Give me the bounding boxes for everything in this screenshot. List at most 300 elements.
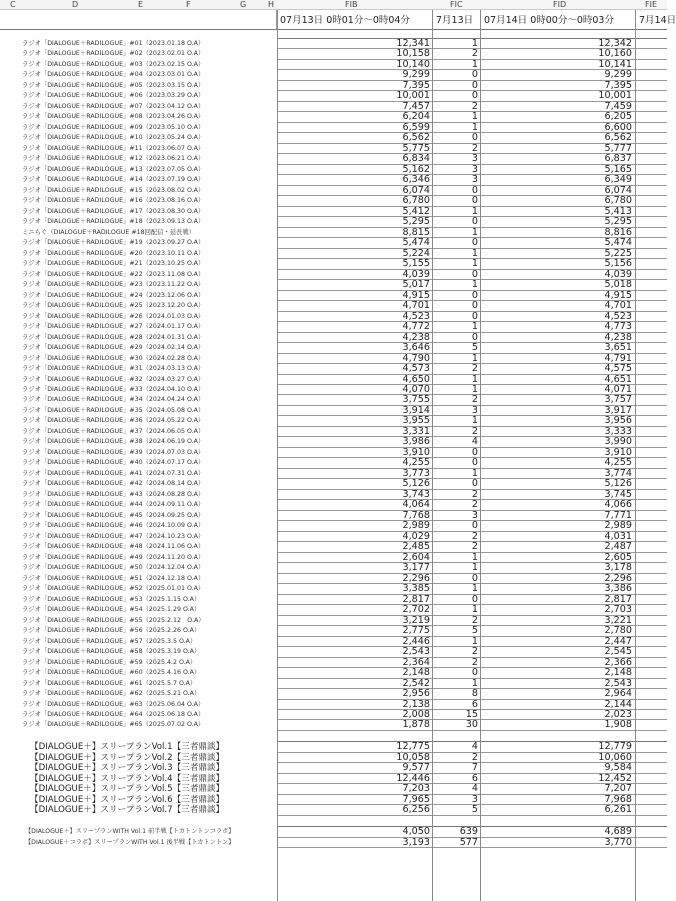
fib-cell[interactable]: 5,775 bbox=[402, 142, 430, 154]
fid-cell[interactable]: 10,160 bbox=[598, 48, 632, 60]
fid-cell[interactable]: 4,773 bbox=[604, 321, 632, 333]
fic-cell[interactable]: 15 bbox=[465, 709, 478, 720]
title-cell[interactable]: 【DIALOGUE＋】スリープランVol.5【三者鼎談】 bbox=[30, 784, 225, 795]
fib-cell[interactable]: 4,039 bbox=[402, 268, 430, 280]
fic-cell[interactable]: 0 bbox=[471, 289, 478, 301]
fic-cell[interactable]: 1 bbox=[471, 583, 478, 595]
fic-cell[interactable]: 1 bbox=[471, 247, 478, 259]
fic-cell[interactable]: 1 bbox=[471, 352, 478, 364]
column-letter-fic[interactable]: FIC bbox=[450, 0, 463, 9]
fic-cell[interactable]: 2 bbox=[471, 614, 478, 626]
fib-cell[interactable]: 10,140 bbox=[396, 58, 430, 70]
title-cell[interactable]: ラジオ「DIALOGUE＋RADILOGUE」#62（2025.5.21 O.A） bbox=[22, 690, 201, 698]
fic-cell[interactable]: 3 bbox=[471, 153, 478, 165]
title-cell[interactable]: ラジオ「DIALOGUE＋RADILOGUE」#56（2025.2.26 O.A） bbox=[22, 627, 201, 635]
fid-cell[interactable]: 12,779 bbox=[598, 741, 632, 753]
fic-cell[interactable]: 2 bbox=[471, 656, 478, 668]
title-cell[interactable]: ラジオ「DIALOGUE＋RADILOGUE」#47（2024.10.23 O.A） bbox=[22, 532, 205, 540]
title-cell[interactable]: ラジオ「DIALOGUE＋RADILOGUE」#37（2024.06.05 O.A） bbox=[22, 427, 205, 435]
fid-cell[interactable]: 4,066 bbox=[604, 499, 632, 511]
title-cell[interactable]: ラジオ「DIALOGUE＋RADILOGUE」#23（2023.11.22 O.A） bbox=[22, 281, 205, 289]
fib-cell[interactable]: 5,017 bbox=[402, 279, 430, 291]
title-cell[interactable]: ラジオ「DIALOGUE＋RADILOGUE」#07（2023.04.12 O.A） bbox=[22, 102, 205, 110]
fid-cell[interactable]: 3,178 bbox=[604, 562, 632, 574]
fid-cell[interactable]: 2,296 bbox=[604, 572, 632, 584]
fid-cell[interactable]: 4,651 bbox=[604, 373, 632, 385]
fic-cell[interactable]: 1 bbox=[471, 373, 478, 385]
fid-cell[interactable]: 2,487 bbox=[604, 541, 632, 553]
header-cell-fid[interactable]: 07月14日 0時00分～0時03分 bbox=[480, 13, 635, 29]
fid-cell[interactable]: 6,562 bbox=[604, 132, 632, 144]
fic-cell[interactable]: 4 bbox=[471, 436, 478, 448]
fid-cell[interactable]: 4,575 bbox=[604, 363, 632, 375]
fid-cell[interactable]: 7,968 bbox=[604, 793, 632, 805]
fib-cell[interactable]: 9,577 bbox=[402, 762, 430, 774]
fid-cell[interactable]: 2,780 bbox=[604, 625, 632, 637]
title-cell[interactable]: ラジオ「DIALOGUE＋RADILOGUE」#59（2025.4.2 O.A） bbox=[22, 658, 197, 666]
fic-cell[interactable]: 2 bbox=[471, 48, 478, 60]
fib-cell[interactable]: 6,599 bbox=[402, 121, 430, 133]
fib-cell[interactable]: 12,341 bbox=[396, 38, 430, 49]
fic-cell[interactable]: 1 bbox=[471, 111, 478, 123]
title-cell[interactable]: ラジオ「DIALOGUE＋RADILOGUE」#52（2025.01.01 O.A） bbox=[22, 585, 205, 593]
fic-cell[interactable]: 5 bbox=[471, 342, 478, 354]
title-cell[interactable]: ラジオ「DIALOGUE＋RADILOGUE」#25（2023.12.20 O.A） bbox=[22, 302, 205, 310]
title-cell[interactable]: ラジオ「DIALOGUE＋RADILOGUE」#27（2024.01.17 O.A） bbox=[22, 323, 205, 331]
fid-cell[interactable]: 3,956 bbox=[604, 415, 632, 427]
title-cell[interactable]: ラジオ「DIALOGUE＋RADILOGUE」#54（2025.1.29 O.A） bbox=[22, 606, 201, 614]
fid-cell[interactable]: 2,366 bbox=[604, 656, 632, 668]
fic-cell[interactable]: 4 bbox=[471, 783, 478, 795]
fid-cell[interactable]: 3,386 bbox=[604, 583, 632, 595]
fic-cell[interactable]: 1 bbox=[471, 205, 478, 217]
fib-cell[interactable]: 3,773 bbox=[402, 467, 430, 479]
title-cell[interactable]: ラジオ「DIALOGUE＋RADILOGUE」#46（2024.10.09 O.A） bbox=[22, 522, 205, 530]
fib-cell[interactable]: 7,395 bbox=[402, 79, 430, 91]
fib-cell[interactable]: 3,646 bbox=[402, 342, 430, 354]
title-cell[interactable]: ラジオ「DIALOGUE＋RADILOGUE」#01（2023.01.18 O.A） bbox=[22, 40, 205, 47]
title-cell[interactable]: ラジオ「DIALOGUE＋RADILOGUE」#10（2023.05.24 O.A） bbox=[22, 134, 205, 142]
fic-cell[interactable]: 8 bbox=[471, 688, 478, 700]
fib-cell[interactable]: 9,299 bbox=[402, 69, 430, 81]
title-cell[interactable]: ミニらぐ（DIALOGUE＋RADILOGUE #18回配信・延長戦） bbox=[22, 228, 196, 236]
fid-cell[interactable]: 6,074 bbox=[604, 184, 632, 196]
fib-cell[interactable]: 3,219 bbox=[402, 614, 430, 626]
fib-cell[interactable]: 10,058 bbox=[396, 751, 430, 763]
fib-cell[interactable]: 3,955 bbox=[402, 415, 430, 427]
fid-cell[interactable]: 4,238 bbox=[604, 331, 632, 343]
fic-cell[interactable]: 3 bbox=[471, 793, 478, 805]
fic-cell[interactable]: 4 bbox=[471, 741, 478, 753]
fic-cell[interactable]: 1 bbox=[471, 604, 478, 616]
fib-cell[interactable]: 6,562 bbox=[402, 132, 430, 144]
fic-cell[interactable]: 0 bbox=[471, 593, 478, 605]
fic-cell[interactable]: 1 bbox=[471, 415, 478, 427]
fib-cell[interactable]: 2,817 bbox=[402, 593, 430, 605]
fib-cell[interactable]: 10,158 bbox=[396, 48, 430, 60]
fid-cell[interactable]: 5,225 bbox=[604, 247, 632, 259]
column-letter-h[interactable]: H bbox=[268, 0, 275, 9]
fic-cell[interactable]: 3 bbox=[471, 404, 478, 416]
fib-cell[interactable]: 4,650 bbox=[402, 373, 430, 385]
fid-cell[interactable]: 2,964 bbox=[604, 688, 632, 700]
fid-cell[interactable]: 5,156 bbox=[604, 258, 632, 270]
title-cell[interactable]: ラジオ「DIALOGUE＋RADILOGUE」#65（2025.07.02 O.A） bbox=[22, 721, 205, 729]
column-letter-f[interactable]: F bbox=[186, 0, 191, 9]
title-cell[interactable]: ラジオ「DIALOGUE＋RADILOGUE」#35（2024.05.08 O.A） bbox=[22, 406, 205, 414]
fic-cell[interactable]: 2 bbox=[471, 425, 478, 437]
fic-cell[interactable]: 3 bbox=[471, 174, 478, 186]
fid-cell[interactable]: 5,777 bbox=[604, 142, 632, 154]
fid-cell[interactable]: 4,031 bbox=[604, 530, 632, 542]
fid-cell[interactable]: 2,148 bbox=[604, 667, 632, 679]
fib-cell[interactable]: 6,074 bbox=[402, 184, 430, 196]
fid-cell[interactable]: 2,605 bbox=[604, 551, 632, 563]
fib-cell[interactable]: 3,177 bbox=[402, 562, 430, 574]
fic-cell[interactable]: 30 bbox=[465, 719, 478, 731]
title-cell[interactable]: ラジオ「DIALOGUE＋RADILOGUE」#39（2024.07.03 O.A） bbox=[22, 448, 205, 456]
fid-cell[interactable]: 5,165 bbox=[604, 163, 632, 175]
fib-cell[interactable]: 4,255 bbox=[402, 457, 430, 469]
column-letter-fie[interactable]: FIE bbox=[645, 0, 658, 9]
fib-cell[interactable]: 5,474 bbox=[402, 237, 430, 249]
fib-cell[interactable]: 2,702 bbox=[402, 604, 430, 616]
fic-cell[interactable]: 1 bbox=[471, 279, 478, 291]
title-cell[interactable]: 【DIALOGUE＋】スリープランVol.7【三者鼎談】 bbox=[30, 805, 225, 816]
fid-cell[interactable]: 3,990 bbox=[604, 436, 632, 448]
fid-cell[interactable]: 5,295 bbox=[604, 216, 632, 228]
fic-cell[interactable]: 0 bbox=[471, 132, 478, 144]
title-cell[interactable]: ラジオ「DIALOGUE＋RADILOGUE」#20（2023.10.11 O.A） bbox=[22, 249, 205, 257]
fid-cell[interactable]: 10,001 bbox=[598, 90, 632, 102]
fib-cell[interactable]: 12,775 bbox=[396, 741, 430, 753]
fic-cell[interactable]: 1 bbox=[471, 226, 478, 238]
fib-cell[interactable]: 2,543 bbox=[402, 646, 430, 658]
fid-cell[interactable]: 7,771 bbox=[604, 509, 632, 521]
fib-cell[interactable]: 7,457 bbox=[402, 100, 430, 112]
title-cell[interactable]: ラジオ「DIALOGUE＋RADILOGUE」#31（2024.03.13 O.A） bbox=[22, 365, 205, 373]
title-cell[interactable]: ラジオ「DIALOGUE＋RADILOGUE」#63（2025.06.04 O.A） bbox=[22, 700, 205, 708]
header-cell-fic[interactable]: 7月13日 bbox=[432, 13, 480, 29]
fid-cell[interactable]: 10,141 bbox=[598, 58, 632, 70]
fic-cell[interactable]: 0 bbox=[471, 195, 478, 207]
title-cell[interactable]: ラジオ「DIALOGUE＋RADILOGUE」#58（2025.3.19 O.A） bbox=[22, 648, 201, 656]
fid-cell[interactable]: 2,703 bbox=[604, 604, 632, 616]
fib-cell[interactable]: 2,956 bbox=[402, 688, 430, 700]
fib-cell[interactable]: 2,604 bbox=[402, 551, 430, 563]
fib-cell[interactable]: 8,815 bbox=[402, 226, 430, 238]
fid-cell[interactable]: 3,221 bbox=[604, 614, 632, 626]
fid-cell[interactable]: 6,600 bbox=[604, 121, 632, 133]
fic-cell[interactable]: 577 bbox=[459, 836, 478, 848]
fid-cell[interactable]: 5,474 bbox=[604, 237, 632, 249]
fib-cell[interactable]: 3,986 bbox=[402, 436, 430, 448]
fid-cell[interactable]: 4,791 bbox=[604, 352, 632, 364]
fic-cell[interactable]: 0 bbox=[471, 457, 478, 469]
fic-cell[interactable]: 1 bbox=[471, 121, 478, 133]
title-cell[interactable]: ラジオ「DIALOGUE＋RADILOGUE」#61（2025.5.7 O.A） bbox=[22, 679, 197, 687]
title-cell[interactable]: ラジオ「DIALOGUE＋RADILOGUE」#42（2024.08.14 O.A） bbox=[22, 480, 205, 488]
fib-cell[interactable]: 2,296 bbox=[402, 572, 430, 584]
fid-cell[interactable]: 9,584 bbox=[604, 762, 632, 774]
title-cell[interactable]: ラジオ「DIALOGUE＋RADILOGUE」#22（2023.11.08 O.A） bbox=[22, 270, 205, 278]
title-cell[interactable]: ラジオ「DIALOGUE＋RADILOGUE」#43（2024.08.28 O.A） bbox=[22, 490, 205, 498]
fic-cell[interactable]: 1 bbox=[471, 383, 478, 395]
fib-cell[interactable]: 4,915 bbox=[402, 289, 430, 301]
fib-cell[interactable]: 7,965 bbox=[402, 793, 430, 805]
fic-cell[interactable]: 0 bbox=[471, 520, 478, 532]
fib-cell[interactable]: 5,155 bbox=[402, 258, 430, 270]
fib-cell[interactable]: 7,768 bbox=[402, 509, 430, 521]
fic-cell[interactable]: 2 bbox=[471, 646, 478, 658]
fic-cell[interactable]: 5 bbox=[471, 625, 478, 637]
column-letter-fib[interactable]: FIB bbox=[345, 0, 358, 9]
fic-cell[interactable]: 0 bbox=[471, 300, 478, 312]
title-cell[interactable]: ラジオ「DIALOGUE＋RADILOGUE」#13（2023.07.05 O.A） bbox=[22, 165, 205, 173]
fib-cell[interactable]: 3,910 bbox=[402, 446, 430, 458]
fib-cell[interactable]: 1,878 bbox=[402, 719, 430, 731]
title-cell[interactable]: 【DIALOGUE＋】スリープランVol.6【三者鼎談】 bbox=[30, 794, 225, 805]
title-cell[interactable]: ラジオ「DIALOGUE＋RADILOGUE」#28（2024.01.31 O.A） bbox=[22, 333, 205, 341]
title-cell[interactable]: ラジオ「DIALOGUE＋RADILOGUE」#09（2023.05.10 O.A） bbox=[22, 123, 205, 131]
fid-cell[interactable]: 3,651 bbox=[604, 342, 632, 354]
fib-cell[interactable]: 4,064 bbox=[402, 499, 430, 511]
fib-cell[interactable]: 2,989 bbox=[402, 520, 430, 532]
title-cell[interactable]: ラジオ「DIALOGUE＋RADILOGUE」#60（2025.4.16 O.A） bbox=[22, 669, 201, 677]
title-cell[interactable]: ラジオ「DIALOGUE＋RADILOGUE」#11（2023.06.07 O.A） bbox=[22, 144, 205, 152]
fid-cell[interactable]: 12,452 bbox=[598, 772, 632, 784]
fic-cell[interactable]: 2 bbox=[471, 499, 478, 511]
fic-cell[interactable]: 2 bbox=[471, 488, 478, 500]
fid-cell[interactable]: 6,205 bbox=[604, 111, 632, 123]
fid-cell[interactable]: 5,126 bbox=[604, 478, 632, 490]
fid-cell[interactable]: 3,757 bbox=[604, 394, 632, 406]
fib-cell[interactable]: 2,775 bbox=[402, 625, 430, 637]
fic-cell[interactable]: 0 bbox=[471, 268, 478, 280]
fib-cell[interactable]: 4,790 bbox=[402, 352, 430, 364]
fib-cell[interactable]: 2,138 bbox=[402, 698, 430, 710]
title-cell[interactable]: ラジオ「DIALOGUE＋RADILOGUE」#19（2023.09.27 O.A） bbox=[22, 239, 205, 247]
fic-cell[interactable]: 0 bbox=[471, 216, 478, 228]
column-letter-g[interactable]: G bbox=[240, 0, 247, 9]
fic-cell[interactable]: 6 bbox=[471, 772, 478, 784]
fid-cell[interactable]: 2,447 bbox=[604, 635, 632, 647]
fib-cell[interactable]: 4,701 bbox=[402, 300, 430, 312]
fic-cell[interactable]: 1 bbox=[471, 677, 478, 689]
fib-cell[interactable]: 5,224 bbox=[402, 247, 430, 259]
fib-cell[interactable]: 7,203 bbox=[402, 783, 430, 795]
fib-cell[interactable]: 6,834 bbox=[402, 153, 430, 165]
title-cell[interactable]: ラジオ「DIALOGUE＋RADILOGUE」#38（2024.06.19 O.A） bbox=[22, 438, 205, 446]
title-cell[interactable]: ラジオ「DIALOGUE＋RADILOGUE」#15（2023.08.02 O.A） bbox=[22, 186, 205, 194]
fid-cell[interactable]: 4,255 bbox=[604, 457, 632, 469]
fid-cell[interactable]: 2,545 bbox=[604, 646, 632, 658]
title-cell[interactable]: ラジオ「DIALOGUE＋RADILOGUE」#40（2024.07.17 O.A） bbox=[22, 459, 205, 467]
fib-cell[interactable]: 3,743 bbox=[402, 488, 430, 500]
column-letter-fid[interactable]: FID bbox=[553, 0, 567, 9]
fid-cell[interactable]: 10,060 bbox=[598, 751, 632, 763]
fic-cell[interactable]: 1 bbox=[471, 562, 478, 574]
fid-cell[interactable]: 3,917 bbox=[604, 404, 632, 416]
title-cell[interactable]: ラジオ「DIALOGUE＋RADILOGUE」#50（2024.12.04 O.A） bbox=[22, 564, 205, 572]
title-cell[interactable]: ラジオ「DIALOGUE＋RADILOGUE」#03（2023.02.15 O.A） bbox=[22, 60, 205, 68]
fid-cell[interactable]: 3,745 bbox=[604, 488, 632, 500]
fib-cell[interactable]: 5,162 bbox=[402, 163, 430, 175]
title-cell[interactable]: ラジオ「DIALOGUE＋RADILOGUE」#41（2024.07.31 O.A） bbox=[22, 469, 205, 477]
title-cell[interactable]: 【DIALOGUE＋コラボ】スリープランWITH Vol.1 後半戦【トカトントン】 bbox=[25, 838, 235, 846]
title-cell[interactable]: ラジオ「DIALOGUE＋RADILOGUE」#06（2023.03.29 O.A） bbox=[22, 92, 205, 100]
fib-cell[interactable]: 2,446 bbox=[402, 635, 430, 647]
title-cell[interactable]: ラジオ「DIALOGUE＋RADILOGUE」#49（2024.11.20 O.A） bbox=[22, 553, 205, 561]
fib-cell[interactable]: 4,772 bbox=[402, 321, 430, 333]
fic-cell[interactable]: 1 bbox=[471, 258, 478, 270]
fid-cell[interactable]: 2,989 bbox=[604, 520, 632, 532]
title-cell[interactable]: ラジオ「DIALOGUE＋RADILOGUE」#21（2023.10.25 O.A） bbox=[22, 260, 205, 268]
fib-cell[interactable]: 2,148 bbox=[402, 667, 430, 679]
fic-cell[interactable]: 1 bbox=[471, 551, 478, 563]
fid-cell[interactable]: 4,523 bbox=[604, 310, 632, 322]
fib-cell[interactable]: 6,204 bbox=[402, 111, 430, 123]
fic-cell[interactable]: 0 bbox=[471, 184, 478, 196]
fid-cell[interactable]: 6,261 bbox=[604, 804, 632, 816]
fid-cell[interactable]: 3,774 bbox=[604, 467, 632, 479]
title-cell[interactable]: ラジオ「DIALOGUE＋RADILOGUE」#33（2024.04.10 O.A） bbox=[22, 385, 205, 393]
fic-cell[interactable]: 0 bbox=[471, 69, 478, 81]
title-cell[interactable]: ラジオ「DIALOGUE＋RADILOGUE」#48（2024.11.06 O.A） bbox=[22, 543, 205, 551]
fic-cell[interactable]: 0 bbox=[471, 446, 478, 458]
title-cell[interactable]: ラジオ「DIALOGUE＋RADILOGUE」#24（2023.12.06 O.A） bbox=[22, 291, 205, 299]
fic-cell[interactable]: 0 bbox=[471, 331, 478, 343]
fid-cell[interactable]: 3,910 bbox=[604, 446, 632, 458]
fic-cell[interactable]: 7 bbox=[471, 762, 478, 774]
fib-cell[interactable]: 4,029 bbox=[402, 530, 430, 542]
title-cell[interactable]: ラジオ「DIALOGUE＋RADILOGUE」#64（2025.06.18 O.A） bbox=[22, 711, 205, 718]
fib-cell[interactable]: 10,001 bbox=[396, 90, 430, 102]
fib-cell[interactable]: 3,331 bbox=[402, 425, 430, 437]
fic-cell[interactable]: 1 bbox=[471, 38, 478, 49]
fib-cell[interactable]: 5,126 bbox=[402, 478, 430, 490]
title-cell[interactable]: ラジオ「DIALOGUE＋RADILOGUE」#29（2024.02.14 O.A） bbox=[22, 344, 205, 352]
fic-cell[interactable]: 2 bbox=[471, 394, 478, 406]
fib-cell[interactable]: 2,542 bbox=[402, 677, 430, 689]
fid-cell[interactable]: 4,071 bbox=[604, 383, 632, 395]
fic-cell[interactable]: 1 bbox=[471, 321, 478, 333]
title-cell[interactable]: 【DIALOGUE＋】スリープランVol.4【三者鼎談】 bbox=[30, 773, 225, 784]
title-cell[interactable]: ラジオ「DIALOGUE＋RADILOGUE」#51（2024.12.18 O.A） bbox=[22, 574, 205, 582]
fib-cell[interactable]: 6,256 bbox=[402, 804, 430, 816]
title-cell[interactable]: ラジオ「DIALOGUE＋RADILOGUE」#30（2024.02.28 O.A） bbox=[22, 354, 205, 362]
title-cell[interactable]: ラジオ「DIALOGUE＋RADILOGUE」#02（2023.02.01 O.A） bbox=[22, 50, 205, 58]
fib-cell[interactable]: 3,385 bbox=[402, 583, 430, 595]
fib-cell[interactable]: 4,050 bbox=[402, 826, 430, 838]
fic-cell[interactable]: 2 bbox=[471, 100, 478, 112]
fib-cell[interactable]: 5,295 bbox=[402, 216, 430, 228]
title-cell[interactable]: ラジオ「DIALOGUE＋RADILOGUE」#18（2023.09.13 O.A） bbox=[22, 218, 205, 226]
title-cell[interactable]: ラジオ「DIALOGUE＋RADILOGUE」#44（2024.09.11 O.A） bbox=[22, 501, 205, 509]
header-cell-fie[interactable]: 7月14日 bbox=[635, 13, 667, 29]
fic-cell[interactable]: 0 bbox=[471, 478, 478, 490]
fid-cell[interactable]: 2,144 bbox=[604, 698, 632, 710]
fid-cell[interactable]: 12,342 bbox=[598, 38, 632, 49]
title-cell[interactable]: ラジオ「DIALOGUE＋RADILOGUE」#45（2024.09.25 O.A） bbox=[22, 511, 205, 519]
fid-cell[interactable]: 6,837 bbox=[604, 153, 632, 165]
fib-cell[interactable]: 4,070 bbox=[402, 383, 430, 395]
fic-cell[interactable]: 2 bbox=[471, 142, 478, 154]
fic-cell[interactable]: 0 bbox=[471, 572, 478, 584]
fic-cell[interactable]: 3 bbox=[471, 163, 478, 175]
fid-cell[interactable]: 5,413 bbox=[604, 205, 632, 217]
title-cell[interactable]: ラジオ「DIALOGUE＋RADILOGUE」#17（2023.08.30 O.A） bbox=[22, 207, 205, 215]
fic-cell[interactable]: 1 bbox=[471, 58, 478, 70]
fib-cell[interactable]: 5,412 bbox=[402, 205, 430, 217]
fib-cell[interactable]: 3,914 bbox=[402, 404, 430, 416]
fid-cell[interactable]: 5,018 bbox=[604, 279, 632, 291]
fid-cell[interactable]: 7,395 bbox=[604, 79, 632, 91]
title-cell[interactable]: ラジオ「DIALOGUE＋RADILOGUE」#04（2023.03.01 O.A） bbox=[22, 71, 205, 79]
fib-cell[interactable]: 4,523 bbox=[402, 310, 430, 322]
fib-cell[interactable]: 3,193 bbox=[402, 836, 430, 848]
fic-cell[interactable]: 3 bbox=[471, 509, 478, 521]
title-cell[interactable]: 【DIALOGUE＋】スリープランVol.1【三者鼎談】 bbox=[30, 742, 225, 753]
fid-cell[interactable]: 7,207 bbox=[604, 783, 632, 795]
fid-cell[interactable]: 7,459 bbox=[604, 100, 632, 112]
fid-cell[interactable]: 2,543 bbox=[604, 677, 632, 689]
fic-cell[interactable]: 2 bbox=[471, 751, 478, 763]
title-cell[interactable]: ラジオ「DIALOGUE＋RADILOGUE」#08（2023.04.26 O.A） bbox=[22, 113, 205, 121]
fib-cell[interactable]: 2,364 bbox=[402, 656, 430, 668]
title-cell[interactable]: ラジオ「DIALOGUE＋RADILOGUE」#32（2024.03.27 O.A） bbox=[22, 375, 205, 383]
fib-cell[interactable]: 12,446 bbox=[396, 772, 430, 784]
title-cell[interactable]: 【DIALOGUE＋】スリープランVol.2【三者鼎談】 bbox=[30, 752, 225, 763]
column-letter-d[interactable]: D bbox=[72, 0, 79, 9]
fid-cell[interactable]: 4,915 bbox=[604, 289, 632, 301]
fid-cell[interactable]: 9,299 bbox=[604, 69, 632, 81]
fid-cell[interactable]: 6,780 bbox=[604, 195, 632, 207]
fib-cell[interactable]: 4,238 bbox=[402, 331, 430, 343]
title-cell[interactable]: ラジオ「DIALOGUE＋RADILOGUE」#34（2024.04.24 O.A） bbox=[22, 396, 205, 404]
title-cell[interactable]: ラジオ「DIALOGUE＋RADILOGUE」#26（2024.01.03 O.A） bbox=[22, 312, 205, 320]
title-cell[interactable]: ラジオ「DIALOGUE＋RADILOGUE」#14（2023.07.19 O.A） bbox=[22, 176, 205, 184]
fic-cell[interactable]: 2 bbox=[471, 530, 478, 542]
fid-cell[interactable]: 8,816 bbox=[604, 226, 632, 238]
fid-cell[interactable]: 2,817 bbox=[604, 593, 632, 605]
column-letter-e[interactable]: E bbox=[138, 0, 144, 9]
fic-cell[interactable]: 639 bbox=[459, 826, 478, 838]
fib-cell[interactable]: 2,008 bbox=[402, 709, 430, 720]
fic-cell[interactable]: 0 bbox=[471, 667, 478, 679]
fib-cell[interactable]: 4,573 bbox=[402, 363, 430, 375]
fid-cell[interactable]: 1,908 bbox=[604, 719, 632, 731]
title-cell[interactable]: ラジオ「DIALOGUE＋RADILOGUE」#53（2025.1.15 O.A） bbox=[22, 595, 201, 603]
title-cell[interactable]: ラジオ「DIALOGUE＋RADILOGUE」#16（2023.08.16 O.A） bbox=[22, 197, 205, 205]
title-cell[interactable]: ラジオ「DIALOGUE＋RADILOGUE」#12（2023.06.21 O.A） bbox=[22, 155, 205, 163]
fic-cell[interactable]: 5 bbox=[471, 804, 478, 816]
fib-cell[interactable]: 6,346 bbox=[402, 174, 430, 186]
title-cell[interactable]: 【DIALOGUE＋】スリープランWITH Vol.1 前半戦【トカトントンコラボ】 bbox=[25, 828, 235, 836]
fic-cell[interactable]: 1 bbox=[471, 635, 478, 647]
fid-cell[interactable]: 4,039 bbox=[604, 268, 632, 280]
fib-cell[interactable]: 2,485 bbox=[402, 541, 430, 553]
fic-cell[interactable]: 0 bbox=[471, 237, 478, 249]
fid-cell[interactable]: 3,333 bbox=[604, 425, 632, 437]
title-cell[interactable]: ラジオ「DIALOGUE＋RADILOGUE」#55（2025.2.12 O.A） bbox=[22, 616, 205, 624]
fic-cell[interactable]: 2 bbox=[471, 541, 478, 553]
column-letter-c[interactable]: C bbox=[10, 0, 16, 9]
fib-cell[interactable]: 6,780 bbox=[402, 195, 430, 207]
fic-cell[interactable]: 2 bbox=[471, 363, 478, 375]
title-cell[interactable]: ラジオ「DIALOGUE＋RADILOGUE」#57（2025.3.5 O.A） bbox=[22, 637, 197, 645]
fic-cell[interactable]: 0 bbox=[471, 310, 478, 322]
